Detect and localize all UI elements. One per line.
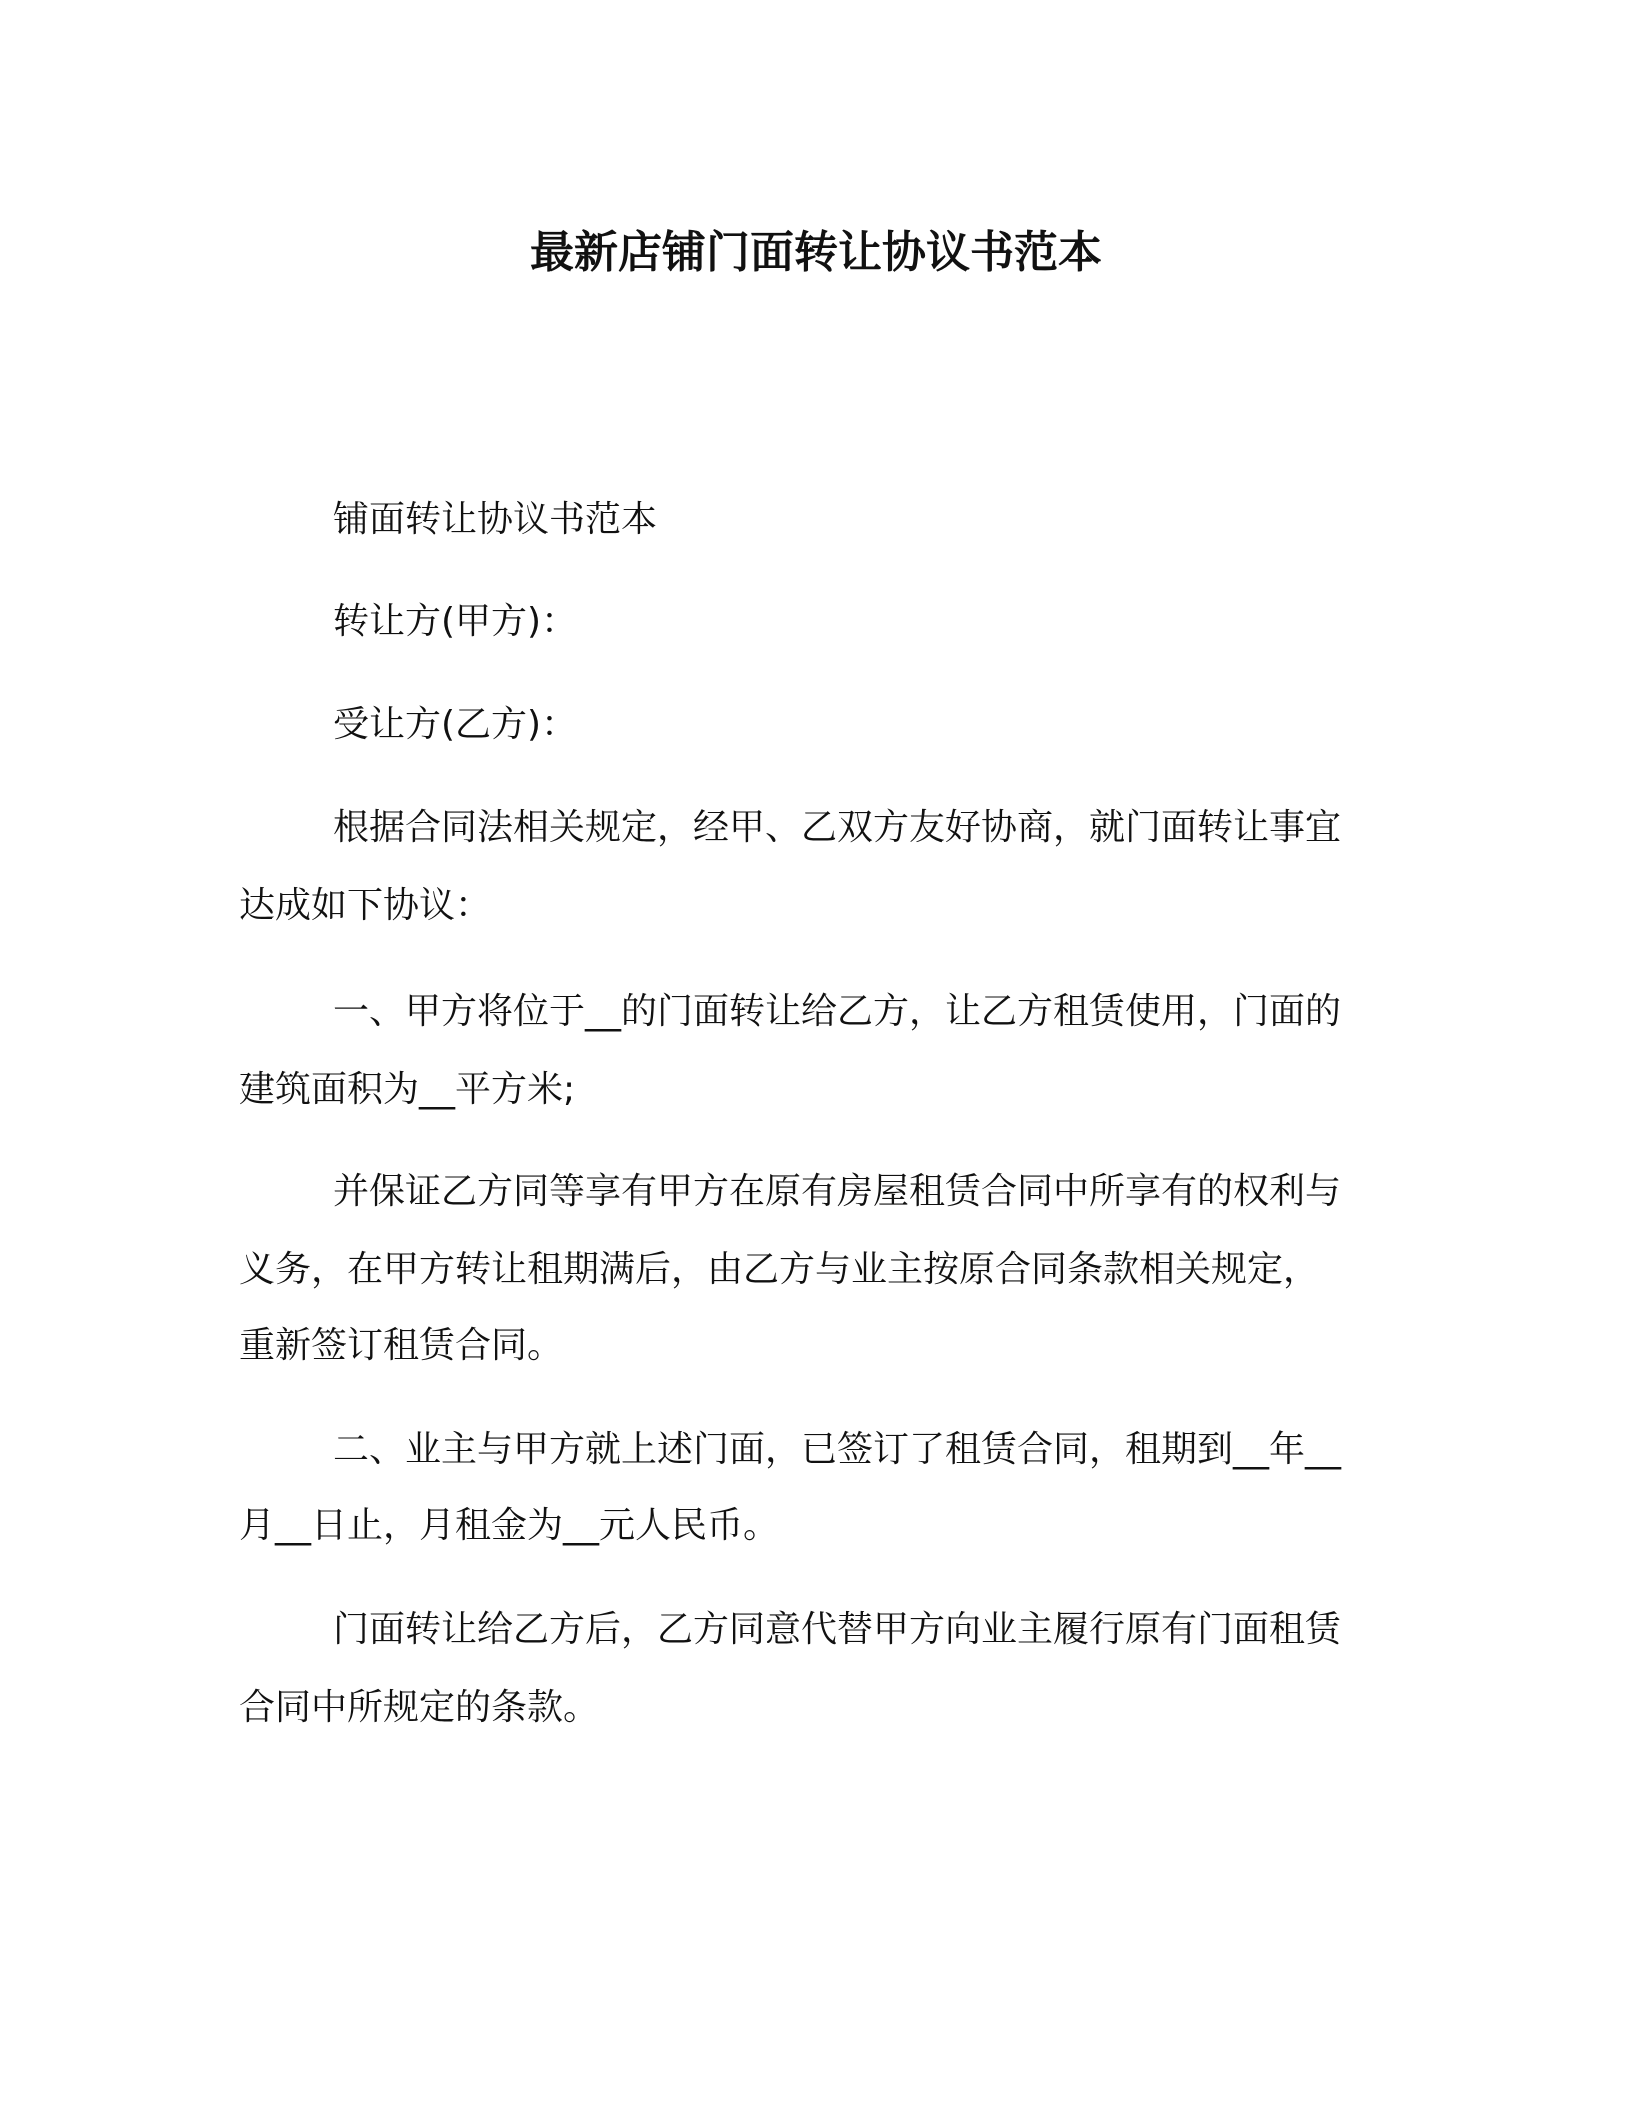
subtitle-line: 铺面转让协议书范本 — [333, 499, 658, 540]
paragraph-3-line-1: 并保证乙方同等享有甲方在原有房屋租赁合同中所享有的权利与 — [333, 1171, 1342, 1212]
clause-2-line-1: 二、业主与甲方就上述门面，已签订了租赁合同，租期到__年__ — [333, 1429, 1342, 1470]
preamble-line-2: 达成如下协议： — [239, 885, 492, 926]
paragraph-5-line-1: 门面转让给乙方后，乙方同意代替甲方向业主履行原有门面租赁 — [333, 1609, 1342, 1650]
preamble-line-1: 根据合同法相关规定，经甲、乙双方友好协商，就门面转让事宜 — [333, 807, 1342, 848]
transferor-line: 转让方(甲方)： — [333, 601, 578, 642]
clause-1-line-1: 一、甲方将位于__的门面转让给乙方，让乙方租赁使用，门面的 — [333, 991, 1342, 1032]
document-title: 最新店铺门面转让协议书范本 — [530, 227, 1102, 278]
paragraph-3-line-2: 义务，在甲方转让租期满后，由乙方与业主按原合同条款相关规定， — [239, 1249, 1320, 1290]
paragraph-5-line-2: 合同中所规定的条款。 — [239, 1687, 600, 1728]
transferee-line: 受让方(乙方)： — [333, 704, 578, 745]
clause-2-line-2: 月__日止，月租金为__元人民币。 — [239, 1505, 780, 1546]
paragraph-3-line-3: 重新签订租赁合同。 — [239, 1325, 564, 1366]
clause-1-line-2: 建筑面积为__平方米; — [239, 1069, 576, 1110]
